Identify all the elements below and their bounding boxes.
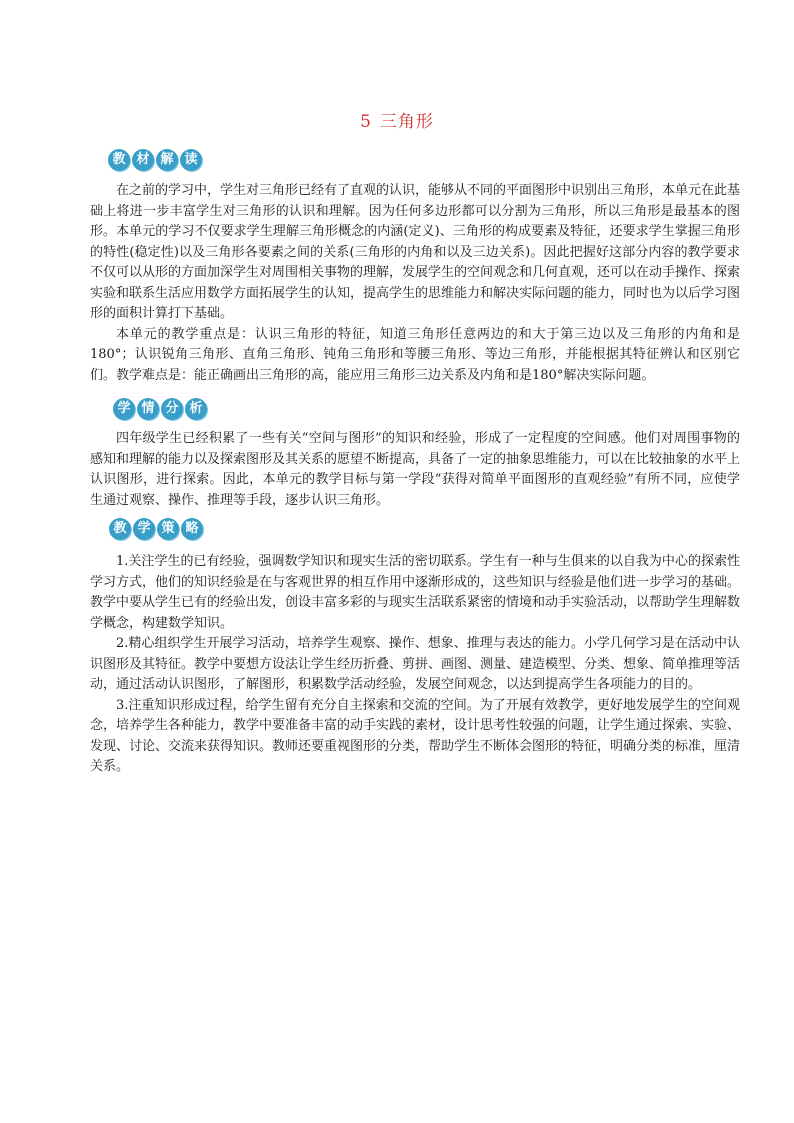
section-body-student-analysis xyxy=(90,429,740,511)
paragraph: 四年级学生已经积累了一些有关“空间与图形”的知识和经验，形成了一定程度的空间感。他们对周围事物的感知和理解的能力以及探索图形及其关系的愿望不断提高，具备了一定的抽象思维能力，可以在比较抽象的水平上认识图形，进行探索。因此，本单元的教学目标与第一学段“获得对简单平面图形的直观经验”有所不同，应使学生通过观察、操作、推理等手段，逐步认识三角形。 xyxy=(90,431,741,508)
paragraph: 1.关注学生的已有经验，强调数学知识和现实生活的密切联系。学生有一种与生俱来的以自我为中心的探索性学习方式，他们的知识经验是在与客观世界的相互作用中逐渐形成的，这些知识与经验是他们进一步学习的基础。教学中要从学生已有的经验出发，创设丰富多彩的与现实生活联系紧密的情境和动手实验活动，以帮助学生理解数学概念，构建数学知识。 xyxy=(90,554,741,631)
heading-char: 略 xyxy=(181,518,203,540)
section-heading-textbook-reading xyxy=(108,149,202,173)
page-title xyxy=(0,107,794,132)
heading-char: 情 xyxy=(137,398,159,420)
paragraph: 3.注重知识形成过程，给学生留有充分自主探索和交流的空间。为了开展有效教学，更好地发展学生的空间观念，培养学生各种能力，教学中要准备丰富的动手实践的素材，设计思考性较强的问题，让学生通过探索、实验、发现、讨论、交流来获得知识。教师还要重视图形的分类，帮助学生不断体会图形的特征，明确分类的标准，厘清关系。 xyxy=(90,697,741,774)
section-body-teaching-strategy xyxy=(90,552,740,778)
unit-number: 5 xyxy=(360,112,372,132)
section-body-textbook-reading xyxy=(90,181,740,386)
heading-char: 读 xyxy=(180,149,202,171)
paragraph: 本单元的教学重点是：认识三角形的特征，知道三角形任意两边的和大于第三边以及三角形的内角和是180°；认识锐角三角形、直角三角形、钝角三角形和等腰三角形、等边三角形，并能根据其特征辨认和区别它们。教学难点是：能正确画出三角形的高，能应用三角形三边关系及内角和是180°解决实际问题。 xyxy=(90,326,740,383)
paragraph: 在之前的学习中，学生对三角形已经有了直观的认识，能够从不同的平面图形中识别出三角形，本单元在此基础上将进一步丰富学生对三角形的认识和理解。因为任何多边形都可以分割为三角形，所以三角形是最基本的图形。本单元的学习不仅要求学生理解三角形概念的内涵(定义)、三角形的构成要素及特征，还要求学生掌握三角形的特性(稳定性)以及三角形各要素之间的关系(三角形的内角和以及三边关系)。因此把握好这部分内容的教学要求不仅可以从形的方面加深学生对周围相关事物的理解，发展学生的空间观念和几何直观，还可以在动手操作、探索实验和联系生活应用数学方面拓展学生的认知，提高学生的思维能力和解决实际问题的能力，同时也为以后学习图形的面积计算打下基础。 xyxy=(90,183,741,321)
heading-char: 教 xyxy=(109,518,131,540)
heading-char: 析 xyxy=(185,398,207,420)
heading-char: 学 xyxy=(113,398,135,420)
heading-char: 学 xyxy=(133,518,155,540)
section-heading-student-analysis xyxy=(113,398,207,422)
heading-char: 解 xyxy=(156,149,178,171)
paragraph: 2.精心组织学生开展学习活动，培养学生观察、操作、想象、推理与表达的能力。小学几何学习是在活动中认识图形及其特征。教学中要想方设法让学生经历折叠、剪拼、画图、测量、建造模型、分类、想象、简单推理等活动，通过活动认识图形，了解图形，积累数学活动经验，发展空间观念，以达到提高学生各项能力的目的。 xyxy=(90,636,741,692)
heading-char: 材 xyxy=(132,149,154,171)
section-heading-teaching-strategy xyxy=(109,518,203,542)
unit-title: 三角形 xyxy=(379,112,434,132)
heading-char: 教 xyxy=(108,149,130,171)
heading-char: 分 xyxy=(161,398,183,420)
heading-char: 策 xyxy=(157,518,179,540)
